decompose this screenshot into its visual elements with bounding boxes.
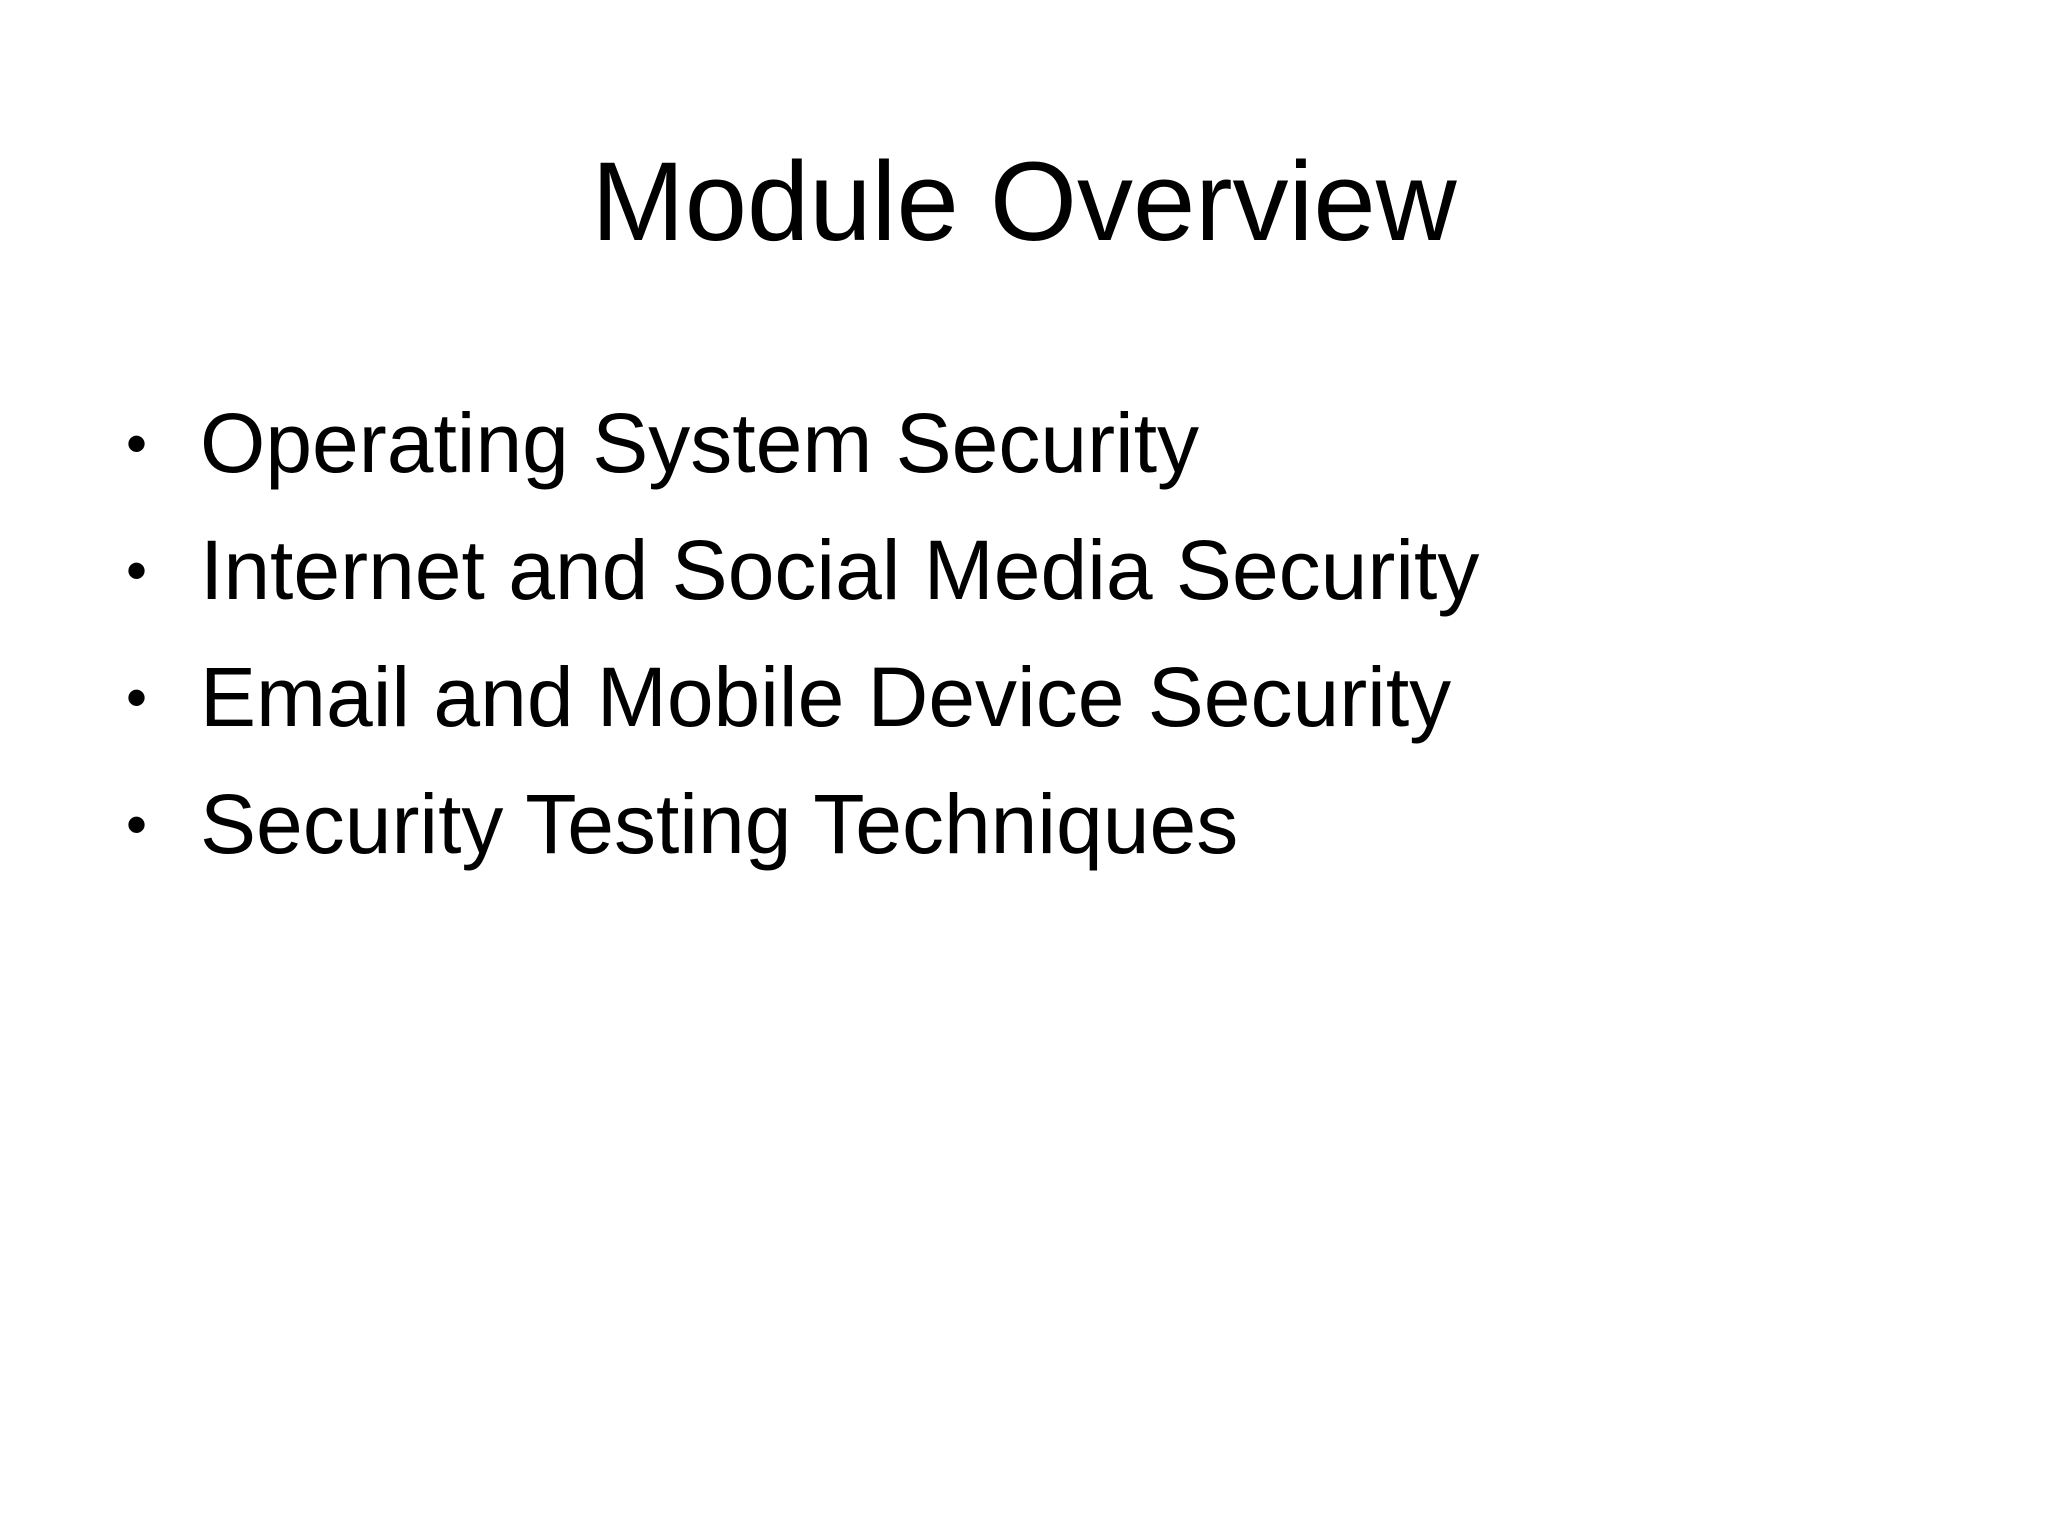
bullet-list	[126, 380, 1479, 888]
bullet-icon: •	[126, 664, 148, 731]
bullet-text: Security Testing Techniques	[200, 777, 1239, 871]
list-item	[126, 634, 1479, 761]
bullet-text: Operating System Security	[200, 396, 1200, 490]
list-item	[126, 380, 1479, 507]
bullet-icon: •	[126, 791, 148, 858]
list-item	[126, 507, 1479, 634]
bullet-text: Internet and Social Media Security	[200, 523, 1480, 617]
list-item	[126, 761, 1479, 888]
slide-title: Module Overview	[591, 139, 1457, 264]
bullet-text: Email and Mobile Device Security	[200, 650, 1452, 744]
bullet-icon: •	[126, 410, 148, 477]
bullet-icon: •	[126, 537, 148, 604]
